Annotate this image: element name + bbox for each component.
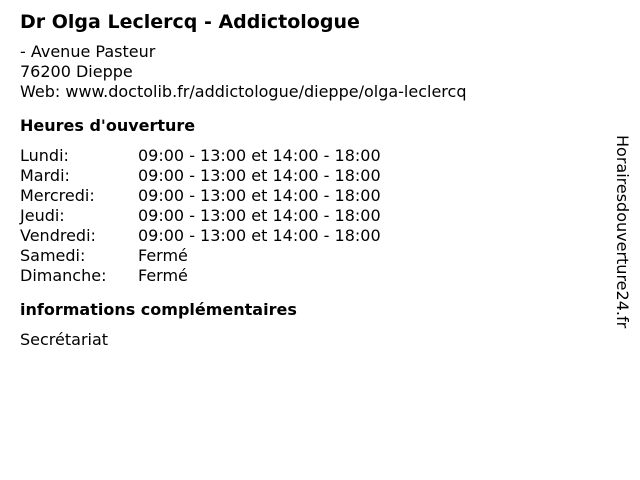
day-label: Mercredi: — [20, 186, 95, 205]
opening-hours-table — [20, 146, 381, 286]
day-label: Lundi: — [20, 146, 69, 165]
hours-heading: Heures d'ouverture — [20, 116, 196, 135]
day-label: Mardi: — [20, 166, 70, 185]
day-hours: 09:00 - 13:00 et 14:00 - 18:00 — [138, 226, 381, 245]
address-street: - Avenue Pasteur — [20, 42, 156, 61]
table-row — [20, 186, 381, 206]
table-row — [20, 226, 381, 246]
address-city: 76200 Dieppe — [20, 62, 133, 81]
website-line: Web: www.doctolib.fr/addictologue/dieppe/olga-leclercq — [20, 82, 467, 101]
info-heading: informations complémentaires — [20, 300, 297, 319]
day-hours: Fermé — [138, 246, 188, 265]
table-row — [20, 266, 381, 286]
business-listing — [20, 10, 580, 350]
day-hours: 09:00 - 13:00 et 14:00 - 18:00 — [138, 166, 381, 185]
info-text: Secrétariat — [20, 330, 109, 349]
day-label: Samedi: — [20, 246, 86, 265]
table-row — [20, 206, 381, 226]
day-label: Vendredi: — [20, 226, 96, 245]
day-hours: 09:00 - 13:00 et 14:00 - 18:00 — [138, 186, 381, 205]
table-row — [20, 166, 381, 186]
day-hours: Fermé — [138, 266, 188, 285]
table-row — [20, 246, 381, 266]
page-title: Dr Olga Leclercq - Addictologue — [20, 11, 360, 33]
day-hours: 09:00 - 13:00 et 14:00 - 18:00 — [138, 146, 381, 165]
site-watermark: Horairesdouverture24.fr — [613, 135, 632, 329]
day-hours: 09:00 - 13:00 et 14:00 - 18:00 — [138, 206, 381, 225]
table-row — [20, 146, 381, 166]
day-label: Dimanche: — [20, 266, 107, 285]
day-label: Jeudi: — [20, 206, 65, 225]
